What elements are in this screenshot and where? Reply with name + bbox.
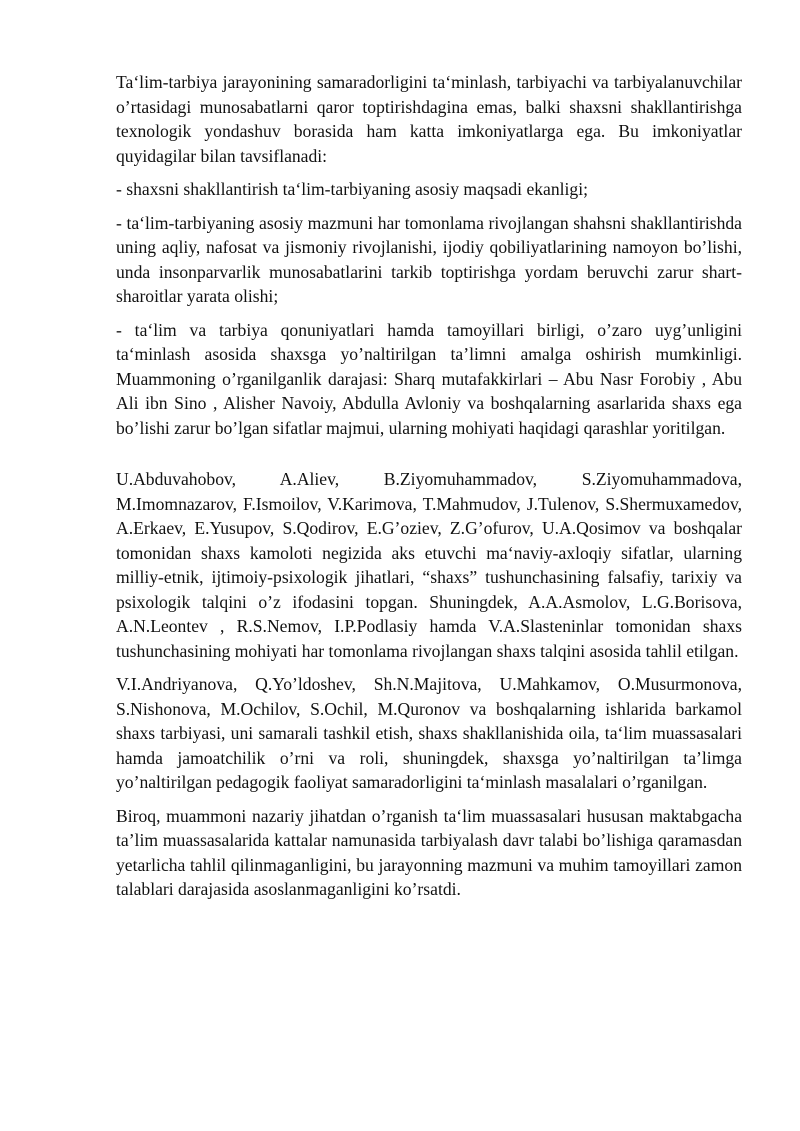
list-item-goal: - shaxsni shakllantirish ta‘lim-tarbiyaning asosiy maqsadi ekanligi; (116, 179, 589, 199)
paragraph-authors: U.Abduvahobov, A.Aliev, B.Ziyomuhammadov, S.Ziyomuhammadova, M.Imomnazarov, F.Ismoilov, V.Karimova, T.Mahmudov, J.Tulenov, S.Shermuxamedov, A.Erkaev, E.Yusupov, S.Qodirov, E.G’oziev, Z.G’ofurov, U.A.Qosimov va boshqalar tomonidan shaxs kamoloti negizida aks etuvchi ma‘naviy-axloqiy sifatlar, ularning milliy-etnik, ijtimoiy-psixologik jihatlari, “shaxs” tushunchasining falsafiy, tarixiy va psixologik talqini o’z ifodasini topgan. Shuningdek, A.A.Asmolov, L.G.Borisova, A.N.Leontev , R.S.Nemov, I.P.Podlasiy hamda V.A.Slasteninlar tomonidan shaxs tushunchasining mohiyati har tomonlama rivojlangan shaxs talqini asosida tahlil etilgan. (116, 469, 742, 661)
paragraph-research: V.I.Andriyanova, Q.Yo’ldoshev, Sh.N.Majitova, U.Mahkamov, O.Musurmonova, S.Nishonova, M.Ochilov, S.Ochil, M.Quronov va boshqalarning ishlarida barkamol shaxs tarbiyasi, uni samarali tashkil etish, shaxs shakllanishida oila, ta‘lim muassasalari hamda jamoatchilik o’rni va roli, shuningdek, shaxsga yo’naltirilgan ta’limga yo’naltirilgan pedagogik faoliyat samaradorligini ta‘minlash masalalari o’rganilgan. (116, 674, 742, 792)
list-item-content: - ta‘lim-tarbiyaning asosiy mazmuni har tomonlama rivojlangan shahsni shakllantirishda uning aqliy, nafosat va jismoniy rivojlanishi, ijodiy qobiliyatlarining namoyon bo’lishi, unda insonparvarlik munosabatlarini tarkib toptirishga yordam beruvchi zarur shart-sharoitlar yarata olishi; (116, 212, 742, 306)
list-item-principles: - ta‘lim va tarbiya qonuniyatlari hamda tamoyillari birligi, o’zaro uyg’unligini ta‘minlash asosida shaxsga yo’naltirilgan ta’limni amalga oshirish mumkinligi. Muammoning o’rganilganlik darajasi: Sharq mutafakkirlari – Abu Nasr Forobiy , Abu Ali ibn Sino , Alisher Navoiy, Abdulla Avloniy va boshqalarning asarlarida shaxs ega bo’lishi zarur bo’lgan sifatlar majmui, ularning mohiyati haqidagi qarashlar yoritilgan. (116, 319, 742, 438)
paragraph-intro: Ta‘lim-tarbiya jarayonining samaradorligini ta‘minlash, tarbiyachi va tarbiyalanuvchilar o’rtasidagi munosabatlarni qaror toptirishdagina emas, balki shaxsni shakllantirishga texnologik yondashuv borasida ham katta imkoniyatlarga ega. Bu imkoniyatlar quyidagilar bilan tavsiflanadi: (116, 72, 742, 166)
paragraph-conclusion: Biroq, muammoni nazariy jihatdan o’rganish ta‘lim muassasalari hususan maktabgacha ta’lim muassasalarida kattalar namunasida tarbiyalash davr talabi bo’lishiga qaramasdan yetarlicha tahlil qilinmaganligini, bu jarayonning mazmuni va muhim tamoyillari zamon talablari darajasida asoslanmaganligini ko’rsatdi. (116, 805, 742, 899)
paragraph-gap (116, 449, 742, 467)
document-page (116, 70, 742, 911)
